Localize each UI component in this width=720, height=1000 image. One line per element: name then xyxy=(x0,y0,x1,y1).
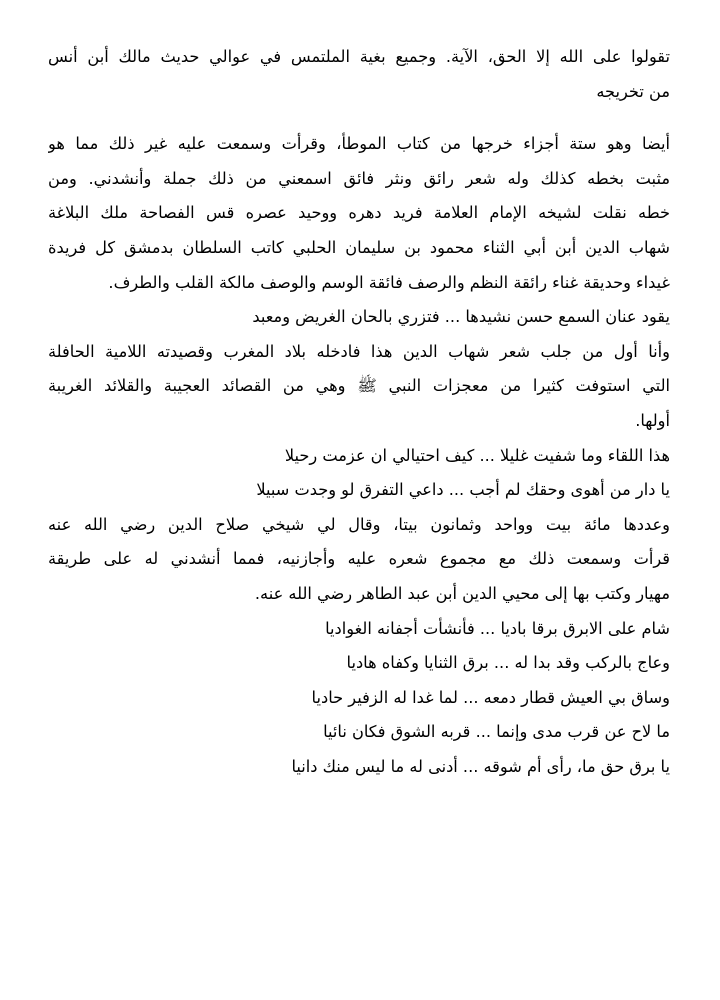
paragraph-1 xyxy=(48,40,670,109)
text-line: أولها. xyxy=(635,410,670,430)
text-line: مثبت بخطه كذلك وله شعر رائق ونثر فائق اسمعني من ذلك جملة وأنشدني. ومن xyxy=(48,168,670,188)
text-line: وأنا أول من جلب شعر شهاب الدين هذا فادخله بلاد المغرب وقصيدته اللامية الحافلة xyxy=(48,341,670,361)
document-page xyxy=(48,40,670,960)
text-line: شهاب الدين أبن أبي الثناء محمود بن سليمان الحلبي كاتب السلطان بدمشق كل فريدة xyxy=(48,237,670,257)
paragraph-gap xyxy=(48,109,670,127)
verse-line: شام على الابرق برقا باديا ... فأنشأت أجفانه الغواديا xyxy=(325,618,670,638)
text-line: التي استوفت كثيرا من معجزات النبي ﷺ وهي من القصائد العجيبة والقلائد الغريبة xyxy=(48,376,670,396)
text-line: تقولوا على الله إلا الحق، الآية. وجميع بغية الملتمس في عوالي حديث مالك أبن أنس xyxy=(48,47,670,66)
verse-line: وساق بي العيش قطار دمعه ... لما غدا له الزفير حاديا xyxy=(311,687,670,707)
text-line: مهيار وكتب بها إلى محيي الدين أبن عبد الطاهر رضي الله عنه. xyxy=(254,583,670,603)
verse-line: يقود عنان السمع حسن نشيدها ... فتزري بالحان الغريض ومعبد xyxy=(252,307,670,327)
text-line: قرأت وسمعت ذلك مع مجموع شعره عليه وأجازنيه، فمما أنشدني له على طريقة xyxy=(48,549,670,569)
verse-line: يا دار من أهوى وحقك لم أجب ... داعي التفرق لو وجدت سبيلا xyxy=(256,480,670,500)
paragraph-2 xyxy=(48,127,670,784)
text-line: خطه نقلت لشيخه الإمام العلامة فريد دهره ووحيد عصره قس الفصاحة ملك البلاغة xyxy=(48,203,670,223)
text-line: غيداء وحديقة غناء رائقة النظم والرصف فائقة الوسم والوصف مالكة القلب والطرف. xyxy=(108,272,670,292)
verse-line: ما لاح عن قرب مدى وإنما ... قربه الشوق فكان نائيا xyxy=(323,722,670,742)
text-line: أيضا وهو ستة أجزاء خرجها من كتاب الموطأ، وقرأت وسمعت عليه غير ذلك مما هو xyxy=(48,134,670,154)
text-line: من تخريجه xyxy=(596,81,670,101)
text-line: وعددها مائة بيت وواحد وثمانون بيتا، وقال لي شيخي صلاح الدين رضي الله عنه xyxy=(48,514,670,534)
verse-line: وعاج بالركب وقد بدا له ... برق الثنايا وكفاه هاديا xyxy=(346,653,670,673)
verse-line: هذا اللقاء وما شفيت غليلا ... كيف احتيالي ان عزمت رحيلا xyxy=(284,445,670,465)
verse-line: يا برق حق ما، رأى أم شوقه ... أدنى له ما ليس منك دانيا xyxy=(291,756,670,776)
